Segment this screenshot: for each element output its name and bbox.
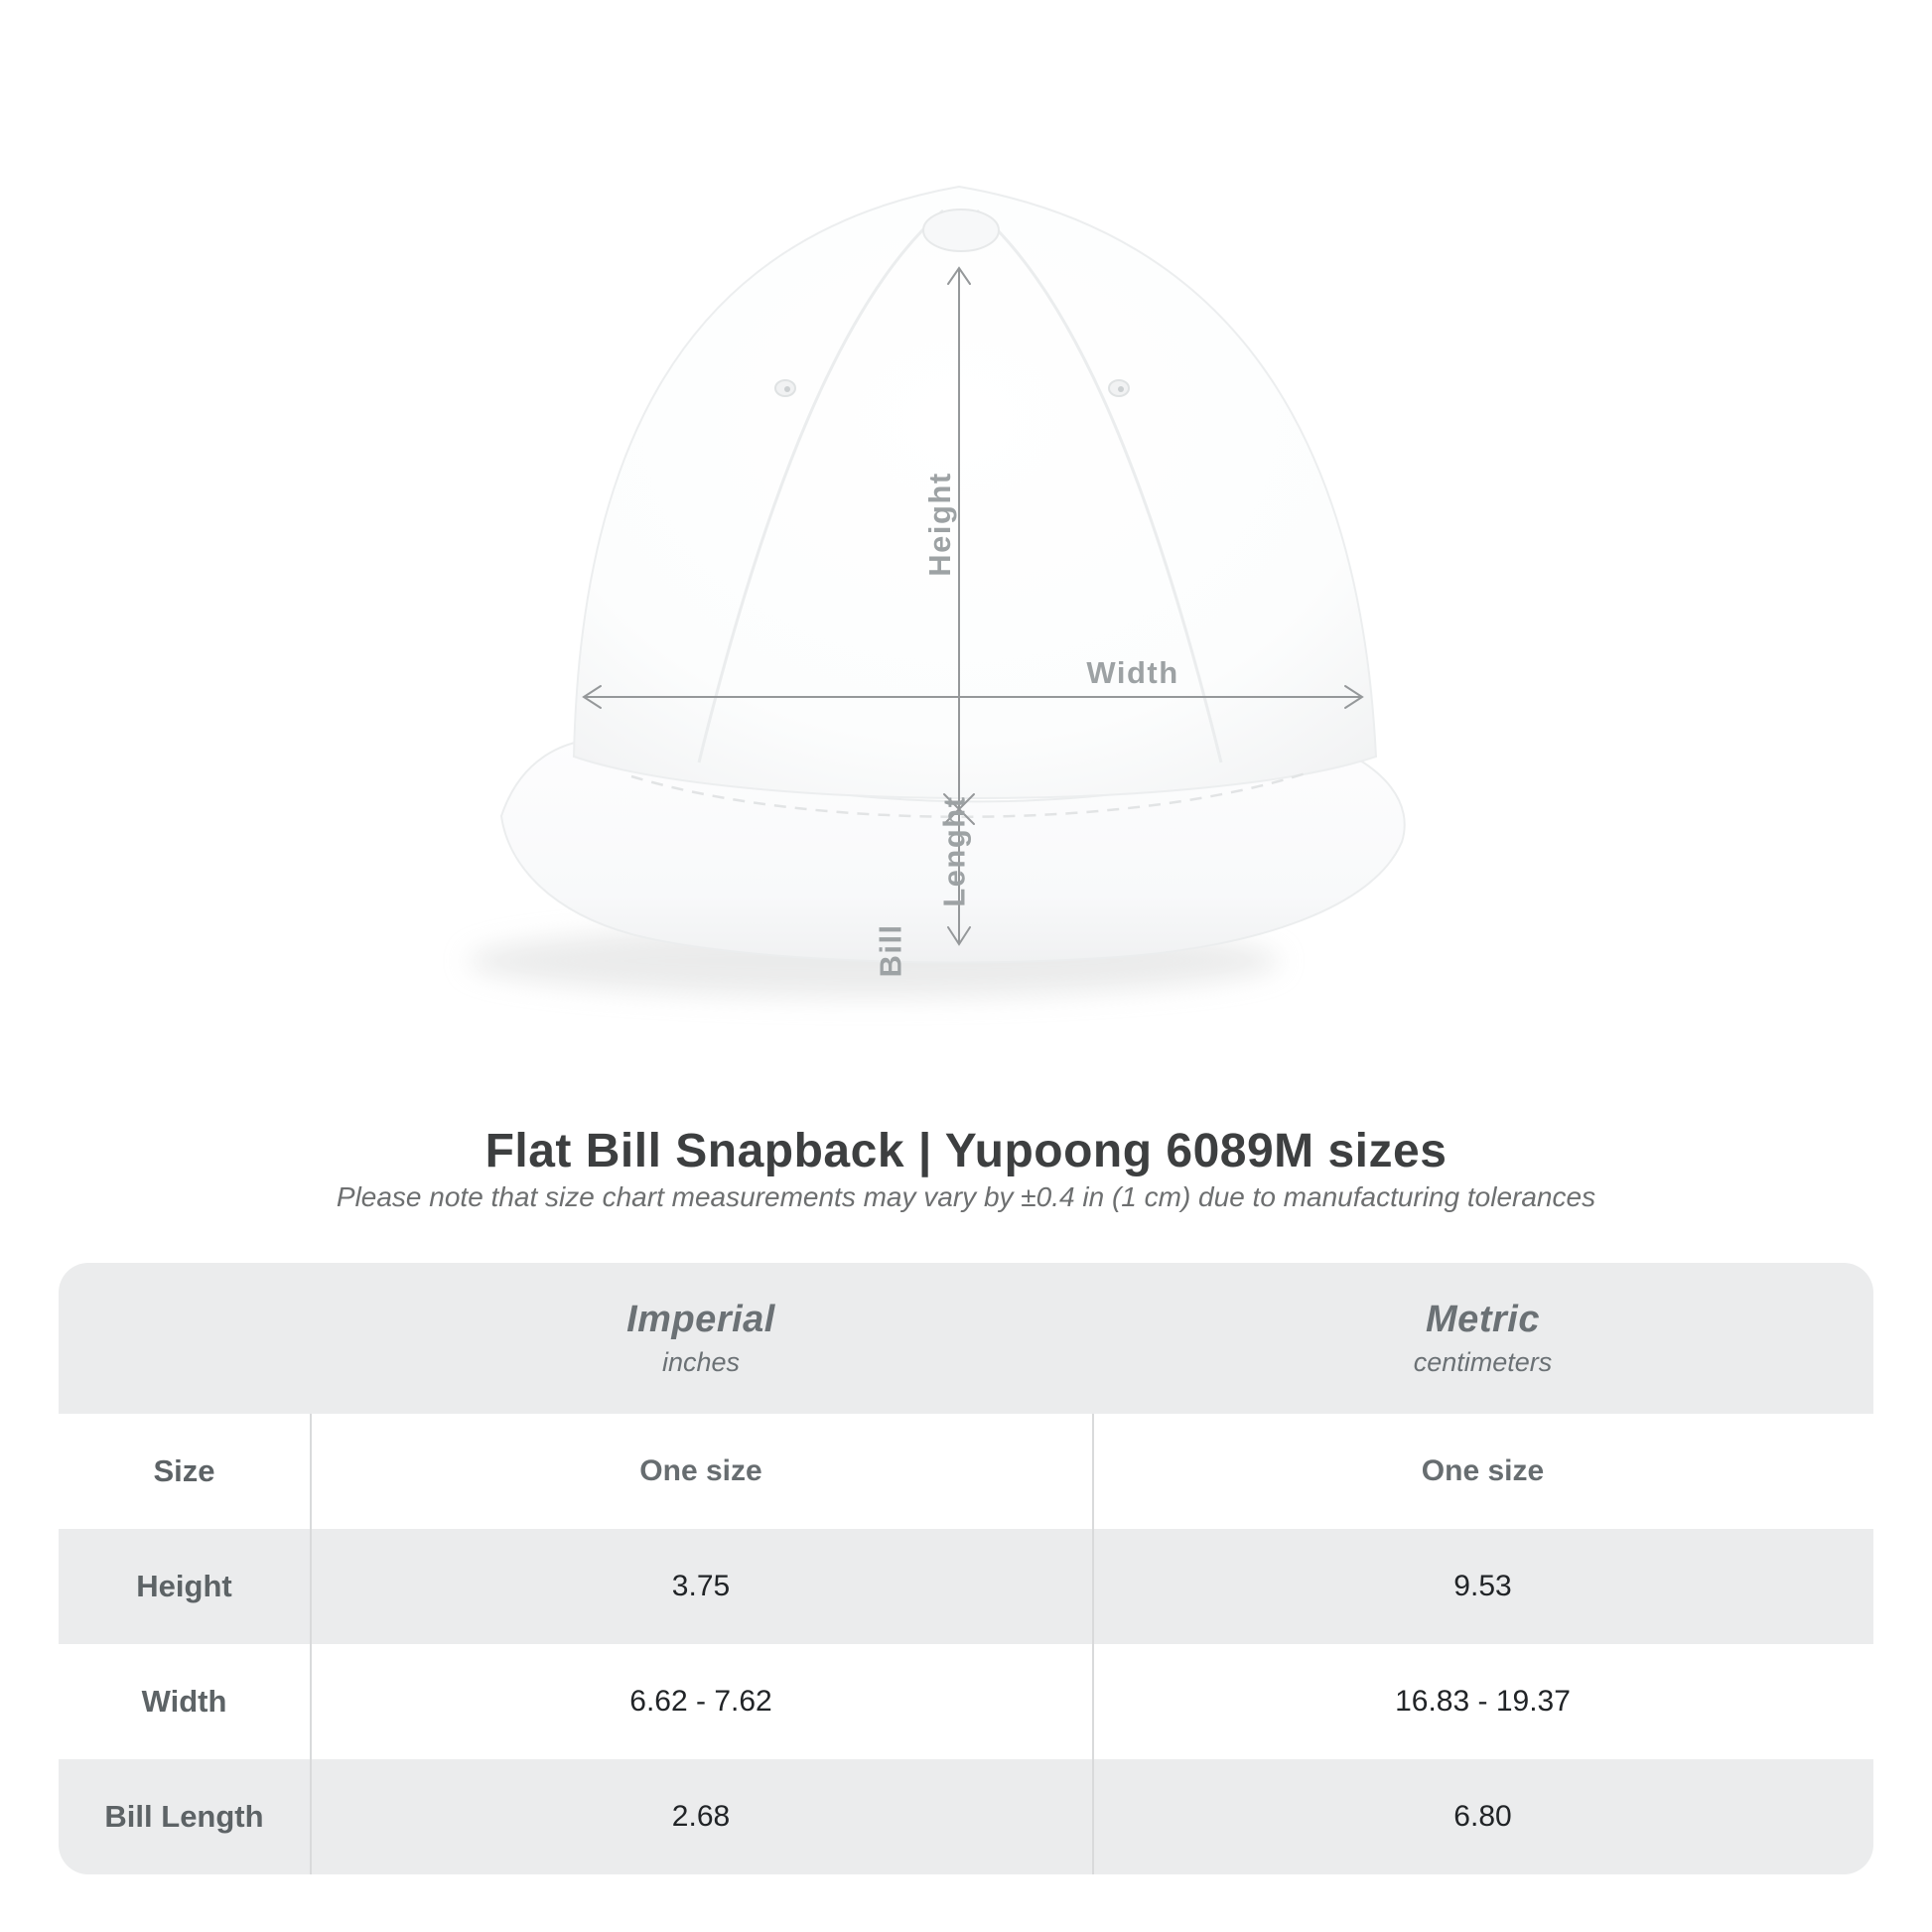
table-row-width [59, 1644, 1873, 1759]
hat-eyelet-right [1109, 380, 1129, 396]
width-dimension-label: Width [1086, 654, 1179, 690]
size-chart-header-band [59, 1263, 1873, 1414]
height-dimension-label: Height [921, 472, 957, 577]
page-title: Flat Bill Snapback | Yupoong 6089M sizes [484, 1125, 1448, 1177]
row-label-height: Height [136, 1569, 232, 1603]
metric-column-title: Metric [1426, 1299, 1540, 1340]
row-label-width: Width [141, 1684, 227, 1719]
bill-length-metric-value: 6.80 [1453, 1800, 1512, 1833]
bill-length-line1: Bill [873, 923, 908, 978]
row-label-size: Size [153, 1453, 215, 1488]
size-chart-table [59, 1263, 1873, 1874]
column-divider-1 [310, 1414, 312, 1874]
imperial-column-unit: inches [661, 1347, 741, 1377]
imperial-column-title: Imperial [626, 1299, 775, 1340]
bill-length-imperial-value: 2.68 [671, 1800, 731, 1833]
hat-eyelet-left [775, 380, 795, 396]
column-divider-2 [1092, 1414, 1094, 1874]
height-imperial-value: 3.75 [671, 1570, 731, 1602]
size-metric-value: One size [1421, 1454, 1545, 1487]
table-row-size [59, 1414, 1873, 1529]
width-metric-value: 16.83 - 19.37 [1395, 1685, 1571, 1718]
page-subtitle: Please note that size chart measurements may vary by ±0.4 in (1 cm) due to manufacturing tolerances [336, 1181, 1596, 1212]
hat-top-button [923, 209, 999, 251]
bill-length-dimension-label [873, 795, 973, 978]
width-imperial-value: 6.62 - 7.62 [629, 1685, 772, 1718]
metric-column-header [1092, 1263, 1873, 1414]
size-imperial-value: One size [639, 1454, 762, 1487]
row-label-bill-length: Bill Length [104, 1799, 264, 1834]
table-row-height [59, 1529, 1873, 1644]
metric-column-unit: centimeters [1413, 1347, 1553, 1377]
table-row-bill-length [59, 1759, 1873, 1874]
height-metric-value: 9.53 [1453, 1570, 1512, 1602]
bill-length-line2: Lenght [937, 795, 973, 907]
imperial-column-header [310, 1263, 1092, 1414]
header-empty-cell [59, 1263, 310, 1414]
hat-crown [574, 187, 1376, 798]
